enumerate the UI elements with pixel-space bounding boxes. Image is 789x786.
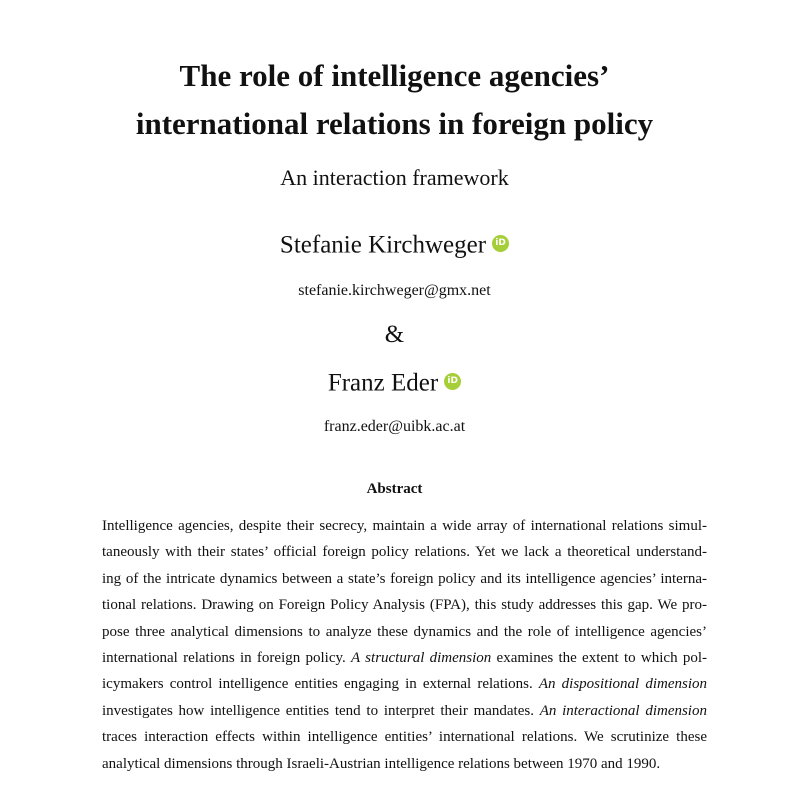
abstract-text: icymakers control intelligence entities engaging in external relations. bbox=[102, 676, 539, 693]
abstract-text: traces interaction effects within intelligence entities’ international relations. We scrutinize these bbox=[102, 729, 707, 746]
abstract-line bbox=[102, 724, 707, 750]
abstract-text: analytical dimensions through Israeli-Austrian intelligence relations between 1970 and 1990. bbox=[102, 755, 661, 772]
abstract-line bbox=[102, 566, 707, 592]
abstract-line bbox=[102, 751, 707, 777]
abstract-line bbox=[102, 539, 707, 565]
abstract-text: pose three analytical dimensions to analyze these dynamics and the role of intelligence agencies’ bbox=[102, 623, 707, 640]
abstract-line bbox=[102, 645, 707, 671]
abstract-heading: Abstract bbox=[366, 481, 423, 497]
abstract-line bbox=[102, 698, 707, 724]
author-1 bbox=[0, 229, 789, 260]
abstract-text: investigates how intelligence entities tend to interpret their mandates. bbox=[102, 702, 540, 719]
author-2-name: Franz Eder bbox=[327, 369, 439, 397]
author-2-email[interactable]: franz.eder@uibk.ac.at bbox=[323, 418, 466, 435]
paper-title-line-1: The role of intelligence agencies’ bbox=[179, 58, 610, 93]
abstract-italic-term: An dispositional dimension bbox=[538, 676, 707, 693]
abstract-text: ing of the intricate dynamics between a state’s foreign policy and its intelligence agencies’ interna- bbox=[102, 570, 707, 587]
paper-title-line-2: international relations in foreign policy bbox=[135, 106, 654, 141]
paper-title bbox=[0, 52, 789, 148]
paper-subtitle: An interaction framework bbox=[280, 165, 509, 190]
author-2 bbox=[0, 367, 789, 398]
abstract-line bbox=[102, 619, 707, 645]
abstract-text: examines the extent to which pol- bbox=[491, 649, 707, 666]
author-1-name: Stefanie Kirchweger bbox=[279, 231, 487, 259]
orcid-icon[interactable]: iD bbox=[444, 373, 461, 390]
orcid-icon[interactable]: iD bbox=[492, 235, 509, 252]
abstract-text: taneously with their states’ official foreign policy relations. Yet we lack a theoretical understand- bbox=[102, 544, 707, 561]
abstract-line bbox=[102, 671, 707, 697]
abstract-italic-term: A structural dimension bbox=[351, 649, 492, 666]
abstract-body bbox=[102, 513, 707, 777]
abstract-line bbox=[102, 592, 707, 618]
abstract-text: tional relations. Drawing on Foreign Policy Analysis (FPA), this study addresses this gap. We pro- bbox=[102, 597, 707, 614]
abstract-italic-term: An interactional dimension bbox=[539, 702, 707, 719]
author-1-email[interactable]: stefanie.kirchweger@gmx.net bbox=[298, 282, 491, 299]
abstract-line bbox=[102, 513, 707, 539]
author-separator: & bbox=[384, 321, 405, 348]
abstract-text: Intelligence agencies, despite their secrecy, maintain a wide array of international relations simul- bbox=[102, 518, 707, 534]
abstract-text: international relations in foreign policy. bbox=[102, 649, 352, 666]
